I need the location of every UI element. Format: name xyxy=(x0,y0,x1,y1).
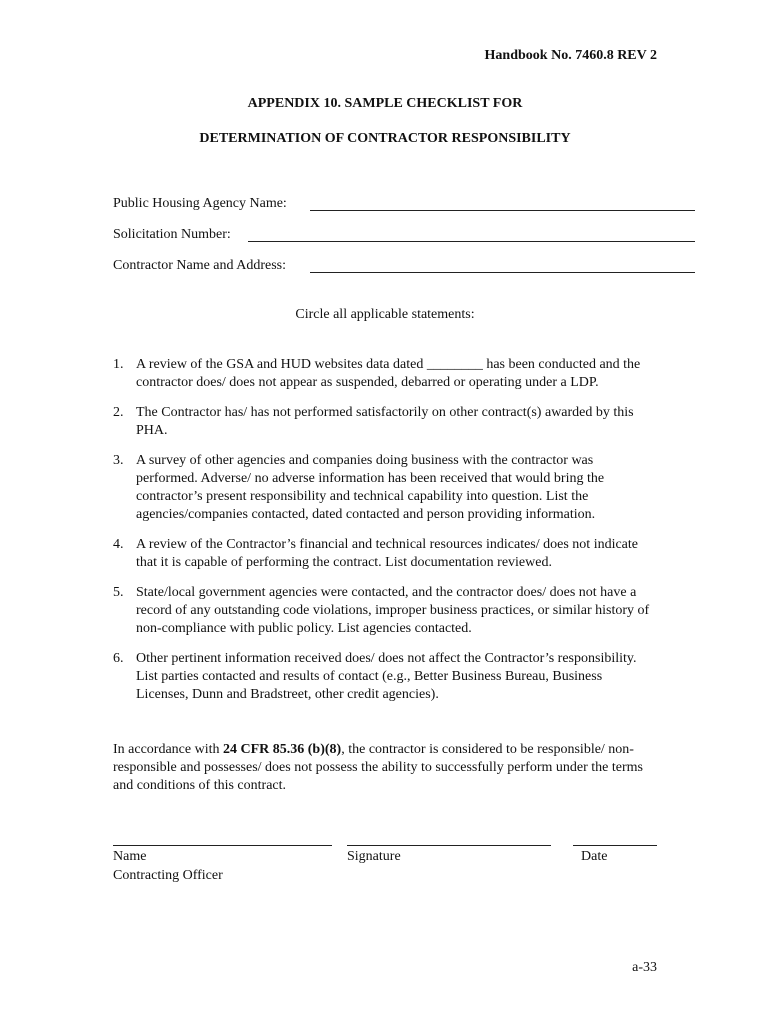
list-item xyxy=(113,584,658,638)
list-item xyxy=(113,452,658,524)
signature-label: Signature xyxy=(347,849,401,864)
name-label xyxy=(113,847,223,885)
item-text: A review of the Contractor’s financial and technical resources indicates/ does not indicate that it is capable of performing the contract. List documentation reviewed. xyxy=(136,537,639,570)
item-text: A review of the GSA and HUD websites data dated ________ has been conducted and the contractor does/ does not appear as suspended, debarred or operating under a LDP. xyxy=(136,357,641,390)
closing-prefix: In accordance with xyxy=(113,742,223,757)
checklist xyxy=(113,356,658,716)
list-item xyxy=(113,536,658,572)
page-number: a-33 xyxy=(632,960,657,975)
name-signature-line[interactable] xyxy=(113,845,332,846)
list-item xyxy=(113,404,658,440)
list-item xyxy=(113,356,658,392)
list-item xyxy=(113,650,658,704)
cfr-citation: 24 CFR 85.36 (b)(8) xyxy=(223,742,342,757)
appendix-subtitle: DETERMINATION OF CONTRACTOR RESPONSIBILITY xyxy=(199,131,571,146)
contractor-name-label: Contractor Name and Address: xyxy=(113,258,287,273)
item-number: 4. xyxy=(113,537,124,552)
closing-paragraph xyxy=(113,741,661,795)
handbook-header: Handbook No. 7460.8 REV 2 xyxy=(484,48,657,63)
appendix-title: APPENDIX 10. SAMPLE CHECKLIST FOR xyxy=(247,96,523,111)
item-number: 5. xyxy=(113,585,124,600)
contractor-name-field[interactable] xyxy=(310,272,695,273)
date-line[interactable] xyxy=(573,845,657,846)
item-text: A survey of other agencies and companies doing business with the contractor was performed. Adverse/ no adverse information has been received that would bring the contractor’s present responsibility and technical capability into question. List the agencies/companies contacted, dated contacted and person providing information. xyxy=(136,453,605,522)
solicitation-number-field[interactable] xyxy=(248,241,695,242)
contracting-officer-label: Contracting Officer xyxy=(113,868,223,883)
instruction-text: Circle all applicable statements: xyxy=(295,307,475,322)
closing-suffix: , the contractor is considered to be responsible/ non-responsible and possesses/ does not possess the ability to successfully perform under the terms and conditions of this contract. xyxy=(113,742,643,793)
solicitation-number-label: Solicitation Number: xyxy=(113,227,231,242)
item-number: 1. xyxy=(113,357,124,372)
item-text: State/local government agencies were contacted, and the contractor does/ does not have a record of any outstanding code violations, improper business practices, or similar history of non-compliance with public policy. List agencies contacted. xyxy=(136,585,650,636)
name-label-text: Name xyxy=(113,849,147,864)
date-label: Date xyxy=(581,849,608,864)
pha-name-label: Public Housing Agency Name: xyxy=(113,196,287,211)
pha-name-field[interactable] xyxy=(310,210,695,211)
item-number: 6. xyxy=(113,651,124,666)
item-number: 3. xyxy=(113,453,124,468)
item-text: Other pertinent information received does/ does not affect the Contractor’s responsibility. List parties contacted and results of contact (e.g., Better Business Bureau, Business Licenses, Dunn and Bradstreet, other credit agencies). xyxy=(136,651,637,702)
item-text: The Contractor has/ has not performed satisfactorily on other contract(s) awarded by this PHA. xyxy=(136,405,634,438)
item-number: 2. xyxy=(113,405,124,420)
signature-line[interactable] xyxy=(347,845,551,846)
